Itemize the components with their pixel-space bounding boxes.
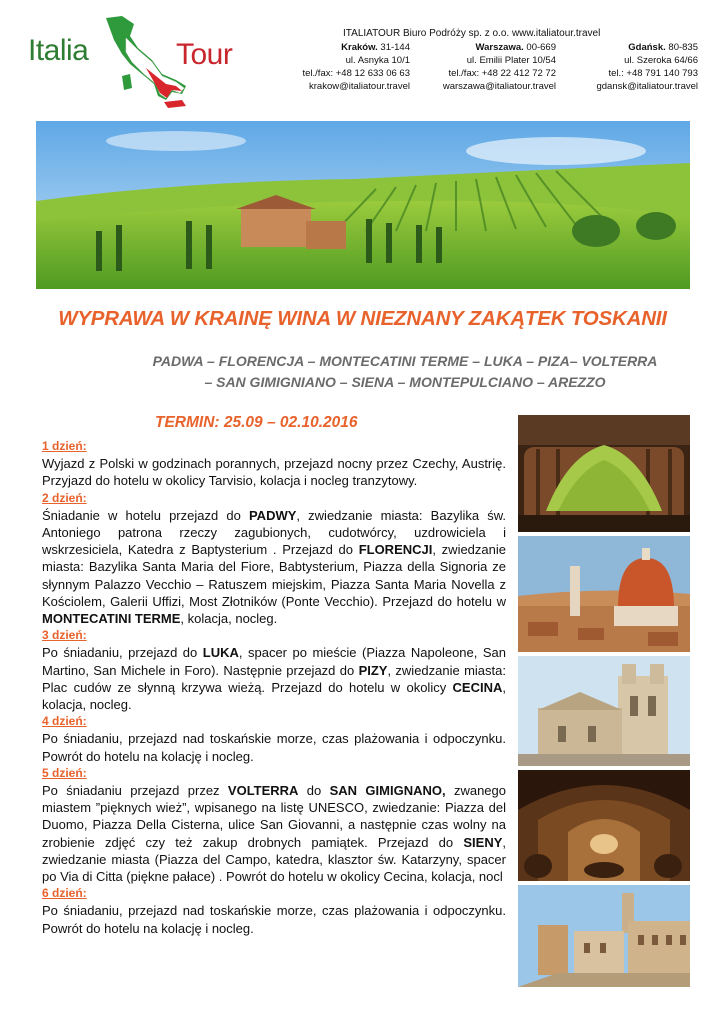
text-run: zwanego miastem ”pięknych wież”, wpisanego na listę UNESCO, zwiedzanie: Piazza del Duomo, Piazza Della Cisterna, ulice San Giovanni, a następnie czas wolny na zrobienie zdjęć czy też zakup drobnych pamiątek. Przejazd do: [42, 783, 506, 850]
photo-grape-press: [518, 415, 690, 532]
day-label: 3 dzień:: [42, 628, 87, 643]
place-name: PADWY: [248, 507, 297, 523]
day-label: 6 dzień:: [42, 886, 87, 901]
day-description: [42, 902, 506, 936]
trip-dates: TERMIN: 25.09 – 02.10.2016: [155, 414, 358, 431]
text-run: do: [298, 783, 330, 799]
itinerary-day: [42, 438, 506, 490]
office-street: ul. Asnyka 10/1: [345, 55, 410, 66]
trip-route: PADWA – FLORENCJA – MONTECATINI TERME – LUKA – PIZA– VOLTERRA – SAN GIMIGNIANO – SIENA – MONTEPULCIANO – AREZZO: [152, 353, 658, 390]
itinerary: [42, 438, 506, 937]
text-run: , zwiedzanie miasta: Plac cudów ze słynną krzywa wieżą. Przejazd do hotelu w okolicy: [42, 662, 506, 695]
day-description: [42, 730, 506, 764]
office-city: Gdańsk.: [628, 42, 666, 53]
day-description: [42, 455, 506, 489]
day-label: 2 dzień:: [42, 490, 87, 505]
place-name: SIENY: [463, 834, 503, 850]
office-email[interactable]: gdansk@italiatour.travel: [596, 81, 698, 92]
text-run: , zwiedzanie miasta: Bazylika św. Antoniego patrona rzeczy zagubionych, cudotwórcy, uzdrowiciela i wskrzesiciela, Katedra z Baptysterium . Przejazd do: [42, 507, 507, 558]
itinerary-day: [42, 765, 506, 885]
photo-florence-duomo: [518, 536, 690, 652]
text-run: , zwiedzanie miasta (Piazza del Campo, katedra, klasztor św. Katarzyny, spacer po Via di Citta (piękne pałace) . Powrót do hotelu w okolicy Cecina, kolacja, nocl: [42, 834, 506, 885]
office-krakow: [270, 41, 410, 93]
place-name: CECINA: [452, 679, 503, 695]
office-phone: tel./fax: +48 12 633 06 63: [302, 68, 410, 79]
office-gdansk: [566, 41, 698, 93]
office-email[interactable]: warszawa@italiatour.travel: [442, 81, 556, 92]
office-city: Kraków.: [341, 42, 378, 53]
place-name: VOLTERRA: [227, 783, 299, 799]
day-description: [42, 644, 506, 713]
day-label: 1 dzień:: [42, 439, 87, 453]
photo-wine-cellar: [518, 770, 690, 881]
photo-lucca-church: [518, 656, 690, 766]
place-name: MONTECATINI TERME: [42, 611, 181, 627]
office-email[interactable]: krakow@italiatour.travel: [309, 81, 410, 92]
text-run: Po śniadaniu, przejazd nad toskańskie morze, czas plażowania i odpoczynku. Powrót do hotelu na kolację i nocleg.: [42, 903, 506, 936]
place-name: FLORENCJI: [358, 542, 433, 558]
office-warszawa: [420, 41, 556, 93]
place-name: SAN GIMIGNANO,: [329, 783, 446, 799]
itinerary-day: [42, 713, 506, 765]
itinerary-day: [42, 885, 506, 937]
text-run: , spacer po mieście (Piazza Napoleone, San Martino, San Michele in Foro). Następnie przejazd do: [42, 645, 506, 678]
place-name: PIZY: [358, 662, 388, 678]
text-run: Po śniadaniu, przejazd nad toskańskie morze, czas plażowania i odpoczynku. Powrót do hotelu na kolację i nocleg.: [42, 731, 506, 764]
day-label: 4 dzień:: [42, 714, 87, 729]
office-zip: 31-144: [377, 42, 410, 53]
tuscany-vineyard-banner: [36, 121, 690, 289]
trip-title: WYPRAWA W KRAINĘ WINA W NIEZNANY ZAKĄTEK TOSKANII: [58, 307, 667, 330]
office-street: ul. Szeroka 64/66: [624, 55, 698, 66]
text-run: Po śniadaniu przejazd przez: [42, 783, 228, 799]
itinerary-day: [42, 490, 506, 628]
itinerary-day: [42, 627, 506, 713]
company-line: ITALIATOUR Biuro Podróży sp. z o.o. www.italiatour.travel: [343, 28, 601, 39]
day-description: [42, 782, 506, 885]
text-run: , zwiedzanie miasta: Bazylika Santa Maria del Fiore, Babtysterium, Piazza della Signoria ze słynnym Palazzo Vecchio – Ratuszem miejskim, Piazza Santa Maria Novella z Kościolem, Galerii Uffizi, Most Złotników (Ponte Vecchio). Przejazd do hotelu w: [42, 542, 506, 609]
day-description: [42, 507, 506, 627]
place-name: LUKA: [202, 645, 239, 661]
office-phone: tel.: +48 791 140 793: [608, 68, 698, 79]
office-zip: 80-835: [665, 42, 698, 53]
logo-word-italia: Italia: [28, 34, 89, 67]
day-label: 5 dzień:: [42, 765, 87, 780]
office-city: Warszawa.: [475, 42, 524, 53]
office-phone: tel./fax: +48 22 412 72 72: [448, 68, 556, 79]
photo-arezzo-piazza: [518, 885, 690, 987]
office-street: ul. Emilii Plater 10/54: [466, 55, 556, 66]
text-run: Śniadanie w hotelu przejazd do: [42, 507, 249, 523]
italiatour-logo: [26, 14, 241, 112]
text-run: , kolacja, nocleg.: [42, 679, 506, 713]
logo-word-tour: Tour: [176, 38, 233, 71]
text-run: , kolacja, nocleg.: [180, 611, 278, 627]
text-run: Wyjazd z Polski w godzinach porannych, przejazd nocny przez Czechy, Austrię. Przyjazd do hotelu w okolicy Tarvisio, kolacja i nocleg tranzytowy.: [42, 456, 506, 489]
text-run: Po śniadaniu, przejazd do: [42, 645, 203, 661]
office-zip: 00-669: [523, 42, 556, 53]
